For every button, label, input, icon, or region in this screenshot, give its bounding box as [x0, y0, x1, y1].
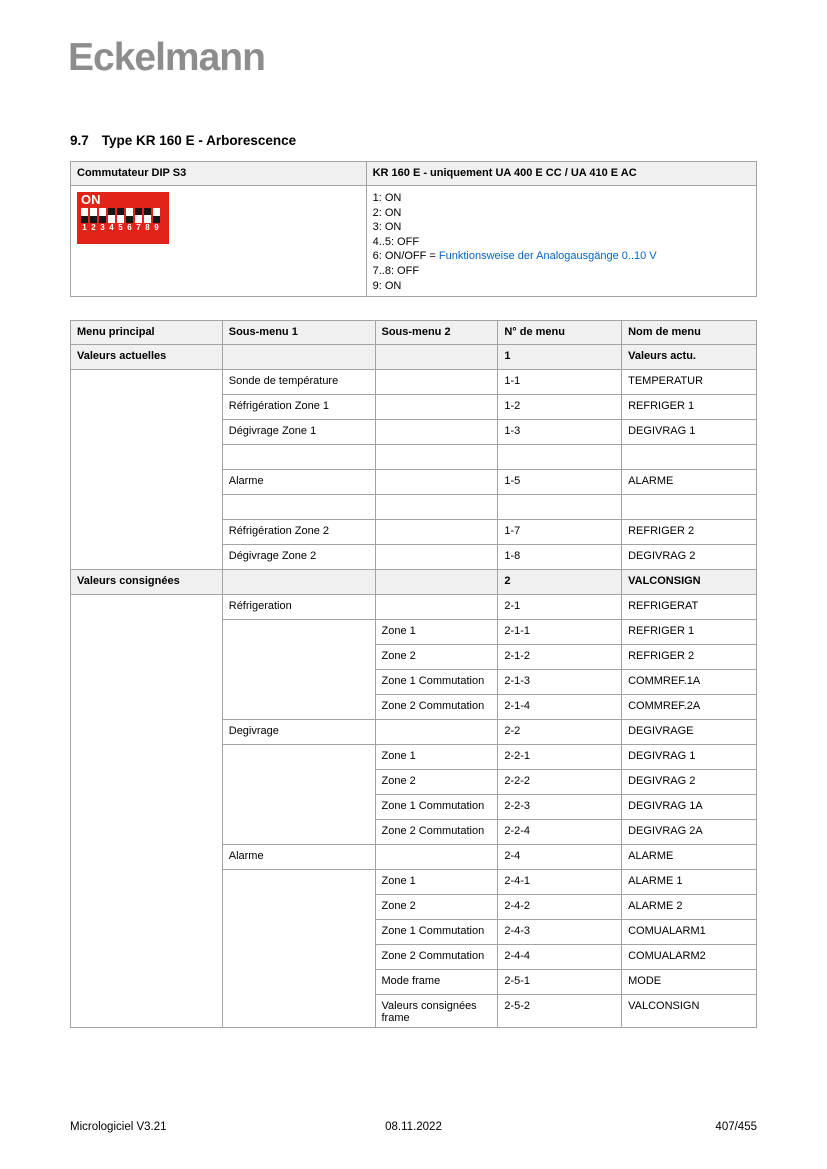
dip-switch-3 — [99, 208, 106, 233]
menu-table-cell — [498, 495, 622, 520]
menu-table-cell — [376, 595, 499, 620]
menu-table-cell: Alarme — [223, 470, 376, 495]
menu-table-row — [71, 645, 757, 670]
footer-page-number: 407/455 — [715, 1121, 757, 1133]
menu-table-cell: VALCONSIGN — [622, 570, 757, 595]
menu-table-cell: Zone 2 Commutation — [376, 695, 499, 720]
menu-table-cell: Dégivrage Zone 1 — [223, 420, 376, 445]
dip-switch-slot — [135, 208, 142, 223]
dip-setting-line — [373, 264, 750, 279]
dip-switch-9 — [153, 208, 160, 233]
dip-switch-4 — [108, 208, 115, 233]
menu-table-cell — [223, 645, 376, 670]
section-heading — [70, 133, 296, 148]
dip-switch-number: 4 — [109, 223, 114, 232]
dip-switch-handle — [135, 215, 142, 223]
menu-table-cell — [376, 395, 499, 420]
menu-table-cell: Zone 1 — [376, 620, 499, 645]
menu-table-cell — [71, 995, 223, 1028]
menu-header-sous-menu-1: Sous-menu 1 — [223, 321, 376, 345]
menu-table-cell: 1-2 — [498, 395, 622, 420]
dip-switch-handle — [153, 208, 160, 216]
dip-switch-slot — [99, 208, 106, 223]
menu-table-cell — [71, 870, 223, 895]
dip-switch-slot — [117, 208, 124, 223]
menu-table-cell: 2-4-3 — [498, 920, 622, 945]
menu-table-cell — [71, 670, 223, 695]
menu-header-principal: Menu principal — [71, 321, 223, 345]
menu-table-row — [71, 670, 757, 695]
dip-setting-line — [373, 279, 750, 294]
menu-table-row — [71, 820, 757, 845]
menu-table-cell: REFRIGERAT — [622, 595, 757, 620]
menu-table-cell: ALARME 2 — [622, 895, 757, 920]
menu-header-numero: N° de menu — [498, 321, 622, 345]
menu-table-row — [71, 770, 757, 795]
menu-table-cell: 2-2-3 — [498, 795, 622, 820]
dip-setting-text: 1: ON — [372, 192, 402, 204]
menu-table-cell — [223, 795, 376, 820]
menu-table-cell: ALARME — [622, 845, 757, 870]
menu-table-cell: Zone 2 Commutation — [376, 945, 499, 970]
menu-table-cell — [71, 420, 223, 445]
dip-switch-graphic-cell — [71, 186, 367, 297]
menu-table-cell — [223, 870, 376, 895]
analog-output-function-link[interactable]: Funktionsweise der Analogausgänge 0..10 V — [438, 250, 657, 263]
menu-table-cell: DEGIVRAG 1 — [622, 745, 757, 770]
dip-switch-handle — [99, 208, 106, 216]
menu-table-row — [71, 795, 757, 820]
menu-table-cell: 2-4 — [498, 845, 622, 870]
menu-table-row — [71, 870, 757, 895]
menu-table-row — [71, 995, 757, 1028]
menu-table-cell: Valeurs actuelles — [71, 345, 223, 370]
dip-switch-number: 8 — [145, 223, 150, 232]
menu-table-cell: 2-5-2 — [498, 995, 622, 1028]
menu-table-cell — [223, 670, 376, 695]
menu-table-row — [71, 595, 757, 620]
menu-table-cell — [71, 445, 223, 470]
menu-table-cell — [71, 470, 223, 495]
dip-switch-slot — [153, 208, 160, 223]
menu-table-row — [71, 495, 757, 520]
menu-table-cell: 2-1 — [498, 595, 622, 620]
dip-table-header-row — [71, 162, 757, 186]
menu-table-cell — [223, 920, 376, 945]
dip-table-header-right: KR 160 E - uniquement UA 400 E CC / UA 410 E AC — [366, 162, 756, 186]
menu-table-row — [71, 420, 757, 445]
menu-table-cell — [376, 370, 499, 395]
menu-table-cell: Valeurs actu. — [622, 345, 757, 370]
menu-table-row — [71, 845, 757, 870]
menu-table-cell: 2-4-1 — [498, 870, 622, 895]
menu-table-cell — [71, 745, 223, 770]
dip-switch-slot — [126, 208, 133, 223]
menu-table-cell — [223, 895, 376, 920]
dip-switch-number: 3 — [100, 223, 105, 232]
menu-table-cell: COMMREF.2A — [622, 695, 757, 720]
menu-table-cell: DEGIVRAG 2A — [622, 820, 757, 845]
dip-switch-slot — [108, 208, 115, 223]
menu-table-cell: 1-8 — [498, 545, 622, 570]
menu-table-cell — [71, 495, 223, 520]
menu-table-cell — [223, 945, 376, 970]
menu-table-cell: ALARME 1 — [622, 870, 757, 895]
menu-table-cell — [71, 620, 223, 645]
dip-switch-number: 1 — [82, 223, 87, 232]
menu-table-cell — [71, 895, 223, 920]
menu-table-cell — [223, 620, 376, 645]
dip-switch-number: 5 — [118, 223, 123, 232]
menu-table-section-row — [71, 345, 757, 370]
menu-table-cell — [71, 845, 223, 870]
menu-table-cell: REFRIGER 2 — [622, 645, 757, 670]
menu-table-cell — [71, 545, 223, 570]
menu-table-cell: DEGIVRAG 2 — [622, 770, 757, 795]
menu-table-cell — [71, 770, 223, 795]
menu-table-cell: Réfrigération Zone 1 — [223, 395, 376, 420]
menu-table-cell: 2-1-3 — [498, 670, 622, 695]
dip-setting-line — [373, 220, 750, 235]
dip-setting-text: 4..5: OFF — [372, 235, 420, 248]
menu-table-cell: 1-5 — [498, 470, 622, 495]
menu-table-cell: 2-1-1 — [498, 620, 622, 645]
menu-table-cell — [376, 845, 499, 870]
menu-table-cell — [376, 720, 499, 745]
dip-on-label: ON — [81, 192, 101, 207]
menu-table-cell: Valeurs consignées frame — [376, 995, 499, 1028]
menu-table-cell — [223, 820, 376, 845]
menu-table-cell: REFRIGER 1 — [622, 395, 757, 420]
menu-table-cell: COMUALARM1 — [622, 920, 757, 945]
section-number: 9.7 — [70, 133, 89, 148]
menu-table-cell — [376, 495, 499, 520]
menu-table-cell — [376, 545, 499, 570]
menu-table-cell: 2-2-1 — [498, 745, 622, 770]
dip-switch-number: 9 — [154, 223, 159, 232]
dip-switch-handle — [126, 208, 133, 216]
dip-setting-text: 7..8: OFF — [372, 264, 420, 277]
menu-table-header-row — [71, 321, 757, 345]
menu-table-cell: DEGIVRAG 1 — [622, 420, 757, 445]
menu-table-cell — [622, 495, 757, 520]
dip-setting-line — [373, 235, 750, 250]
dip-switch-5 — [117, 208, 124, 233]
menu-table-cell: Zone 1 — [376, 870, 499, 895]
menu-table-cell — [498, 445, 622, 470]
menu-table-cell — [223, 345, 376, 370]
footer-date: 08.11.2022 — [385, 1121, 442, 1133]
dip-setting-line — [373, 249, 750, 264]
menu-table-cell: Zone 2 — [376, 895, 499, 920]
menu-table-cell: Valeurs consignées — [71, 570, 223, 595]
dip-switch-handle — [90, 208, 97, 216]
dip-switch-7 — [135, 208, 142, 233]
dip-setting-text: 3: ON — [372, 221, 402, 234]
menu-table-section-row — [71, 570, 757, 595]
dip-switch-handle — [144, 215, 151, 223]
dip-switch-8 — [144, 208, 151, 233]
dip-switch-number: 7 — [136, 223, 141, 232]
menu-table-cell: Zone 2 — [376, 645, 499, 670]
menu-table-row — [71, 945, 757, 970]
dip-switch-1 — [81, 208, 88, 233]
menu-table-cell — [71, 945, 223, 970]
menu-table-cell: Zone 1 Commutation — [376, 920, 499, 945]
dip-setting-text: 6: ON/OFF = — [372, 250, 439, 263]
dip-switch-handle — [117, 215, 124, 223]
menu-table-row — [71, 370, 757, 395]
menu-table-cell — [71, 970, 223, 995]
menu-table-row — [71, 745, 757, 770]
menu-table-cell: 2-2-2 — [498, 770, 622, 795]
menu-table-cell — [71, 645, 223, 670]
menu-table-cell: COMMREF.1A — [622, 670, 757, 695]
menu-table-cell — [376, 420, 499, 445]
menu-table-cell: DEGIVRAG 2 — [622, 545, 757, 570]
menu-table-row — [71, 970, 757, 995]
menu-table-cell — [622, 445, 757, 470]
menu-table-row — [71, 470, 757, 495]
menu-table-cell — [71, 920, 223, 945]
menu-table-cell: 2-4-2 — [498, 895, 622, 920]
dip-switch-slot — [90, 208, 97, 223]
menu-table-cell: Zone 2 Commutation — [376, 820, 499, 845]
menu-table-cell: Alarme — [223, 845, 376, 870]
menu-table-row — [71, 445, 757, 470]
menu-table-cell — [376, 470, 499, 495]
menu-table-cell — [376, 445, 499, 470]
menu-table-cell: Zone 1 — [376, 745, 499, 770]
footer-firmware-version: Micrologiciel V3.21 — [70, 1121, 167, 1133]
menu-table-cell — [223, 695, 376, 720]
menu-table-cell: 2-2-4 — [498, 820, 622, 845]
dip-setting-line — [373, 206, 750, 221]
menu-table-cell: Zone 1 Commutation — [376, 670, 499, 695]
section-title: Type KR 160 E - Arborescence — [101, 133, 297, 148]
dip-switch-slot — [81, 208, 88, 223]
menu-table-cell — [376, 520, 499, 545]
dip-setting-line — [373, 191, 750, 206]
menu-table-cell: DEGIVRAG 1A — [622, 795, 757, 820]
menu-table-cell: Mode frame — [376, 970, 499, 995]
menu-header-nom: Nom de menu — [622, 321, 757, 345]
menu-table-cell — [71, 520, 223, 545]
menu-table-row — [71, 545, 757, 570]
menu-table-cell: 2-2 — [498, 720, 622, 745]
menu-table-row — [71, 520, 757, 545]
menu-table-cell: Réfrigération Zone 2 — [223, 520, 376, 545]
menu-table-cell: TEMPERATUR — [622, 370, 757, 395]
menu-table-cell — [71, 695, 223, 720]
menu-table-cell — [71, 795, 223, 820]
menu-table-cell: 2-1-4 — [498, 695, 622, 720]
menu-table-row — [71, 695, 757, 720]
menu-table-cell: 2 — [498, 570, 622, 595]
menu-table-cell: 2-1-2 — [498, 645, 622, 670]
menu-table-cell — [223, 445, 376, 470]
menu-table-row — [71, 620, 757, 645]
menu-table-body — [71, 345, 757, 1028]
menu-tree-table — [70, 320, 757, 1028]
dip-switch-number: 6 — [127, 223, 132, 232]
dip-switch-row — [81, 208, 165, 233]
menu-table-cell — [376, 570, 499, 595]
dip-switch-6 — [126, 208, 133, 233]
dip-settings-cell — [366, 186, 756, 297]
dip-setting-text: 2: ON — [372, 206, 402, 219]
menu-table-cell: 1 — [498, 345, 622, 370]
menu-table-cell: 1-1 — [498, 370, 622, 395]
menu-table-cell: 1-7 — [498, 520, 622, 545]
menu-table-cell: 2-5-1 — [498, 970, 622, 995]
dip-switch-table — [70, 161, 757, 297]
menu-table-cell: MODE — [622, 970, 757, 995]
menu-table-cell: Zone 2 — [376, 770, 499, 795]
menu-table-cell: Degivrage — [223, 720, 376, 745]
page-footer — [70, 1121, 757, 1133]
dip-switch-slot — [144, 208, 151, 223]
menu-table-cell: Zone 1 Commutation — [376, 795, 499, 820]
dip-switch-handle — [108, 215, 115, 223]
menu-table-cell: Dégivrage Zone 2 — [223, 545, 376, 570]
dip-switch-handle — [81, 208, 88, 216]
dip-table-header-left: Commutateur DIP S3 — [71, 162, 367, 186]
menu-table-cell — [71, 820, 223, 845]
menu-header-sous-menu-2: Sous-menu 2 — [376, 321, 499, 345]
menu-table-cell — [223, 995, 376, 1028]
menu-table-cell — [223, 745, 376, 770]
menu-table-cell: REFRIGER 1 — [622, 620, 757, 645]
dip-table-body-row — [71, 186, 757, 297]
menu-table-row — [71, 920, 757, 945]
company-logo: Eckelmann — [68, 36, 265, 79]
menu-table-row — [71, 720, 757, 745]
menu-table-cell — [376, 345, 499, 370]
dip-switch-number: 2 — [91, 223, 96, 232]
menu-table-row — [71, 895, 757, 920]
menu-table-cell — [223, 570, 376, 595]
menu-table-cell: COMUALARM2 — [622, 945, 757, 970]
menu-table-cell — [71, 720, 223, 745]
menu-table-cell — [223, 495, 376, 520]
menu-table-cell — [223, 770, 376, 795]
menu-table-row — [71, 395, 757, 420]
menu-table-cell: Sonde de température — [223, 370, 376, 395]
dip-switch-graphic — [77, 192, 169, 244]
menu-table-cell — [71, 370, 223, 395]
menu-table-cell: 2-4-4 — [498, 945, 622, 970]
menu-table-cell: 1-3 — [498, 420, 622, 445]
menu-table-cell: REFRIGER 2 — [622, 520, 757, 545]
menu-table-cell — [71, 395, 223, 420]
menu-table-cell: ALARME — [622, 470, 757, 495]
menu-table-cell: DEGIVRAGE — [622, 720, 757, 745]
menu-table-cell: Réfrigeration — [223, 595, 376, 620]
menu-table-cell — [223, 970, 376, 995]
dip-switch-2 — [90, 208, 97, 233]
menu-table-cell — [71, 595, 223, 620]
dip-setting-text: 9: ON — [372, 279, 402, 292]
menu-table-cell: VALCONSIGN — [622, 995, 757, 1028]
